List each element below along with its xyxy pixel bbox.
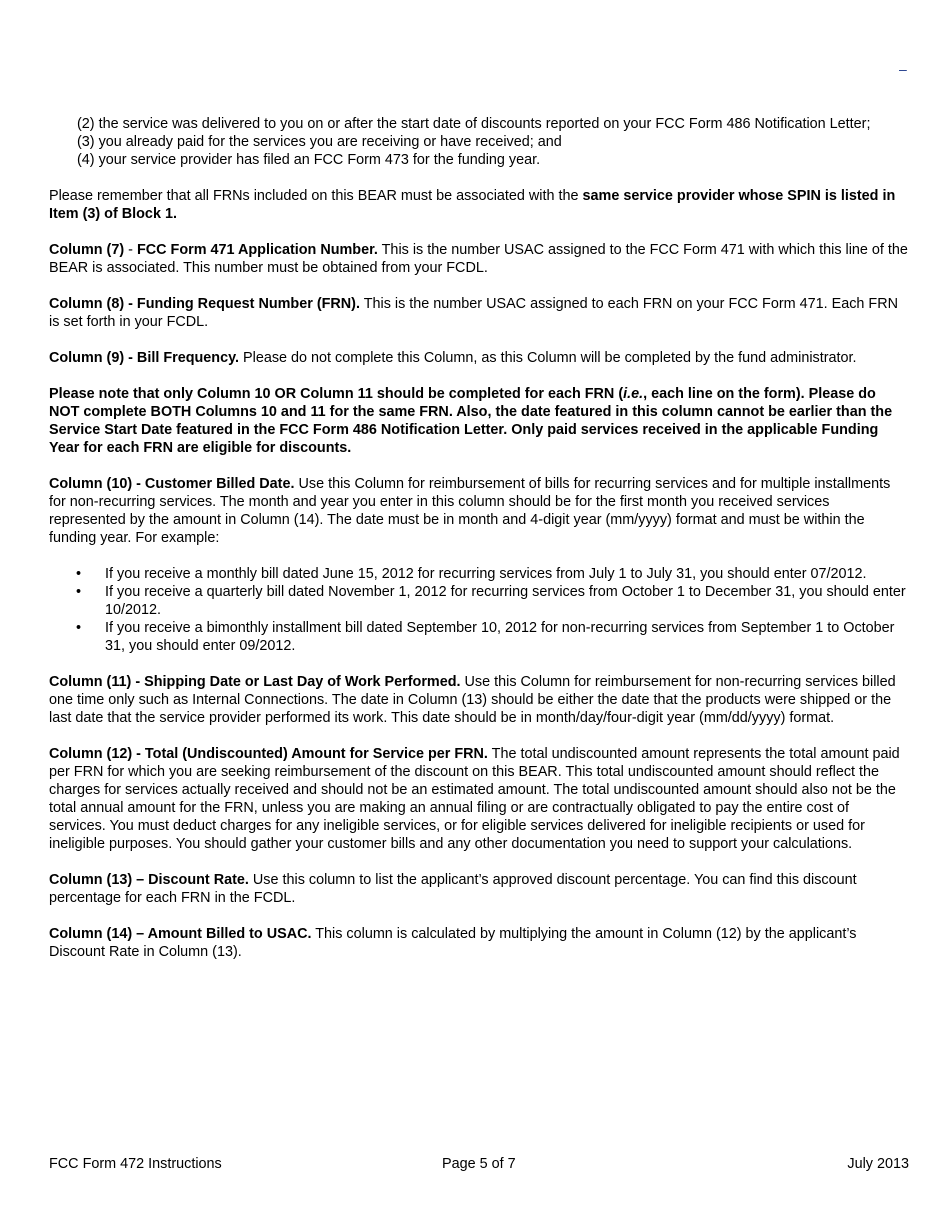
document-body bbox=[49, 115, 909, 979]
numbered-item-4: (4) your service provider has filed an FCC Form 473 for the funding year. bbox=[77, 152, 541, 168]
column-12-heading: Column (12) - Total (Undiscounted) Amount for Service per FRN. bbox=[49, 746, 488, 762]
column-7-heading-a: Column (7) bbox=[49, 242, 125, 258]
numbered-list bbox=[77, 115, 909, 169]
column-13-heading: Column (13) – Discount Rate. bbox=[49, 872, 249, 888]
note-italic: i.e. bbox=[623, 386, 644, 402]
footer-date: July 2013 bbox=[847, 1156, 909, 1172]
corner-mark: – bbox=[899, 61, 907, 77]
list-item: • If you receive a quarterly bill dated November 1, 2012 for recurring services from October 1 to December 31, you should enter 10/2012. bbox=[49, 583, 909, 619]
column-11-heading: Column (11) - Shipping Date or Last Day of Work Performed. bbox=[49, 674, 461, 690]
column-10-heading: Column (10) - Customer Billed Date. bbox=[49, 476, 295, 492]
column-12-paragraph: Column (12) - Total (Undiscounted) Amount for Service per FRN. The total undiscounted amount represents the total amount paid per FRN for which you are seeking reimbursement of the discount on this BEAR. This total undiscounted amount should reflect the charges for services actually received and should not be an estimated amount. The total undiscounted amount should also not be the total annual amount for the FRN, unless you are making an annual filing or are contractually obligated to pay the entire cost of services. You must deduct charges for any ineligible services, or for eligible services delivered for ineligible recipients or used for ineligible purposes. You should gather your customer bills and any other documentation you need to support your calculations. bbox=[49, 746, 900, 852]
column-11-paragraph: Column (11) - Shipping Date or Last Day of Work Performed. Use this Column for reimbursement for non-recurring services billed one time only such as Internal Connections. The date in Column (13) should be either the date that the products were shipped or the last date that the service provider performed its work. This date should be in month/day/four-digit year (mm/dd/yyyy) format. bbox=[49, 674, 896, 726]
column-8-heading: Column (8) - Funding Request Number (FRN). bbox=[49, 296, 360, 312]
column-7-paragraph: Column (7) - FCC Form 471 Application Number. This is the number USAC assigned to the FCC Form 471 with which this line of the BEAR is associated. This number must be obtained from your FCDL. bbox=[49, 242, 908, 276]
column-14-heading: Column (14) – Amount Billed to USAC. bbox=[49, 926, 312, 942]
footer-form-title: FCC Form 472 Instructions bbox=[49, 1156, 222, 1172]
reminder-paragraph: Please remember that all FRNs included on this BEAR must be associated with the same service provider whose SPIN is listed in Item (3) of Block 1. bbox=[49, 188, 896, 222]
example-bullet-list bbox=[49, 565, 909, 655]
column-9-paragraph: Column (9) - Bill Frequency. Please do not complete this Column, as this Column will be completed by the fund administrator. bbox=[49, 350, 857, 366]
page-footer bbox=[49, 1155, 909, 1173]
column-14-paragraph: Column (14) – Amount Billed to USAC. This column is calculated by multiplying the amount in Column (12) by the applicant’s Discount Rate in Column (13). bbox=[49, 926, 857, 960]
column-13-paragraph: Column (13) – Discount Rate. Use this column to list the applicant’s approved discount percentage. You can find this discount percentage for each FRN in the FCDL. bbox=[49, 872, 857, 906]
note-paragraph: Please note that only Column 10 OR Column 11 should be completed for each FRN (i.e., each line on the form). Please do NOT complete BOTH Columns 10 and 11 for the same FRN. Also, the date featured in this column cannot be earlier than the Service Start Date featured in the FCC Form 486 Notification Letter. Only paid services received in the applicable Funding Year for each FRN are eligible for discounts. bbox=[49, 386, 893, 456]
numbered-item-2: (2) the service was delivered to you on or after the start date of discounts reported on your FCC Form 486 Notification Letter; bbox=[77, 116, 871, 132]
reminder-emphasis: same service provider whose SPIN is listed in Item (3) of Block 1. bbox=[49, 188, 896, 222]
column-8-paragraph: Column (8) - Funding Request Number (FRN). This is the number USAC assigned to each FRN on your FCC Form 471. Each FRN is set forth in your FCDL. bbox=[49, 296, 898, 330]
list-item: • If you receive a monthly bill dated June 15, 2012 for recurring services from July 1 to July 31, you should enter 07/2012. bbox=[49, 565, 909, 583]
numbered-item-3: (3) you already paid for the services you are receiving or have received; and bbox=[77, 134, 562, 150]
column-9-heading: Column (9) - Bill Frequency. bbox=[49, 350, 240, 366]
column-7-heading-b: FCC Form 471 Application Number. bbox=[136, 242, 378, 258]
footer-page-number: Page 5 of 7 bbox=[442, 1156, 516, 1172]
list-item: • If you receive a bimonthly installment bill dated September 10, 2012 for non-recurring services from September 1 to October 31, you should enter 09/2012. bbox=[49, 619, 909, 655]
column-10-paragraph: Column (10) - Customer Billed Date. Use this Column for reimbursement of bills for recurring services and for multiple installments for non-recurring services. The month and year you enter in this column should be for the first month you received services represented by the amount in Column (14). The date must be in month and 4-digit year (mm/yyyy) format and must be within the funding year. For example: bbox=[49, 476, 891, 546]
